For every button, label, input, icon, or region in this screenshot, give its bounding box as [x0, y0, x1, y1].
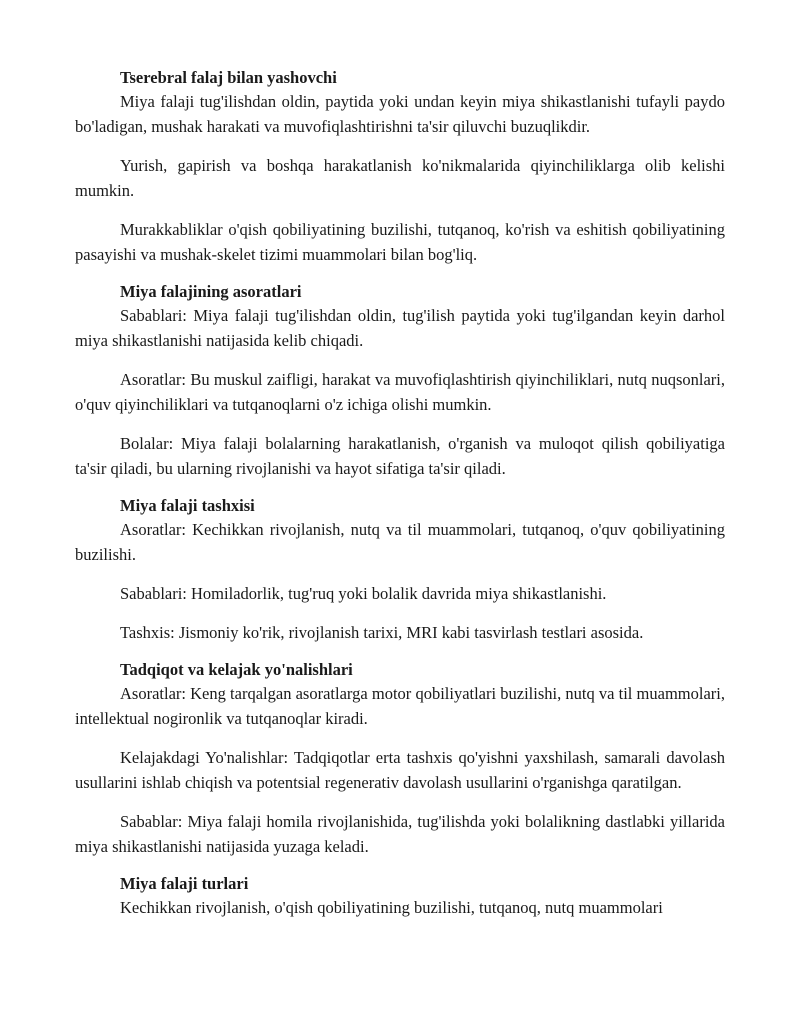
- paragraph: Murakkabliklar o'qish qobiliyatining buzilishi, tutqanoq, ko'rish va eshitish qobiliyatining pasayishi va mushak-skelet tizimi muammolari bilan bog'liq.: [75, 220, 725, 264]
- paragraph: Bolalar: Miya falaji bolalarning harakatlanish, o'rganish va muloqot qilish qobiliyatiga ta'sir qiladi, bu ularning rivojlanishi va hayot sifatiga ta'sir qiladi.: [75, 434, 725, 478]
- paragraph: Tashxis: Jismoniy ko'rik, rivojlanish tarixi, MRI kabi tasvirlash testlari asosida.: [120, 623, 644, 642]
- paragraph: Sabablari: Miya falaji tug'ilishdan oldin, tug'ilish paytida yoki tug'ilgandan keyin darhol miya shikastlanishi natijasida kelib chiqadi.: [75, 306, 725, 350]
- section-heading: Tserebral falaj bilan yashovchi: [120, 68, 337, 87]
- section-heading: Miya falaji tashxisi: [120, 496, 255, 515]
- section-heading: Tadqiqot va kelajak yo'nalishlari: [120, 660, 353, 679]
- paragraph: Kechikkan rivojlanish, o'qish qobiliyatining buzilishi, tutqanoq, nutq muammolari: [120, 898, 663, 917]
- paragraph: Sabablari: Homiladorlik, tug'ruq yoki bolalik davrida miya shikastlanishi.: [120, 584, 607, 603]
- section-complications: [75, 281, 725, 481]
- paragraph: Kelajakdagi Yo'nalishlar: Tadqiqotlar erta tashxis qo'yishni yaxshilash, samarali davolash usullarini ishlab chiqish va potentsial regenerativ davolash usullarini o'rganishga qaratilgan.: [75, 748, 725, 792]
- paragraph: Asoratlar: Kechikkan rivojlanish, nutq va til muammolari, tutqanoq, o'quv qobiliyatining buzilishi.: [75, 520, 725, 564]
- section-research-future: [75, 659, 725, 859]
- section-living-with-cp: [75, 67, 725, 267]
- paragraph: Sabablar: Miya falaji homila rivojlanishida, tug'ilishda yoki bolalikning dastlabki yillarida miya shikastlanishi natijasida yuzaga keladi.: [75, 812, 725, 856]
- section-heading: Miya falajining asoratlari: [120, 282, 302, 301]
- paragraph: Yurish, gapirish va boshqa harakatlanish ko'nikmalarida qiyinchiliklarga olib kelishi mumkin.: [75, 156, 725, 200]
- section-diagnosis: [75, 495, 725, 645]
- paragraph: Asoratlar: Keng tarqalgan asoratlarga motor qobiliyatlari buzilishi, nutq va til muammolari, intellektual nogironlik va tutqanoqlar kiradi.: [75, 684, 725, 728]
- section-heading: Miya falaji turlari: [120, 874, 249, 893]
- section-types: [75, 873, 725, 920]
- paragraph: Miya falaji tug'ilishdan oldin, paytida yoki undan keyin miya shikastlanishi tufayli paydo bo'ladigan, mushak harakati va muvofiqlashtirishni ta'sir qiluvchi buzuqlikdir.: [75, 92, 725, 136]
- paragraph: Asoratlar: Bu muskul zaifligi, harakat va muvofiqlashtirish qiyinchiliklari, nutq nuqsonlari, o'quv qiyinchiliklari va tutqanoqlarni o'z ichiga olishi mumkin.: [75, 370, 725, 414]
- document-page: [75, 67, 725, 934]
